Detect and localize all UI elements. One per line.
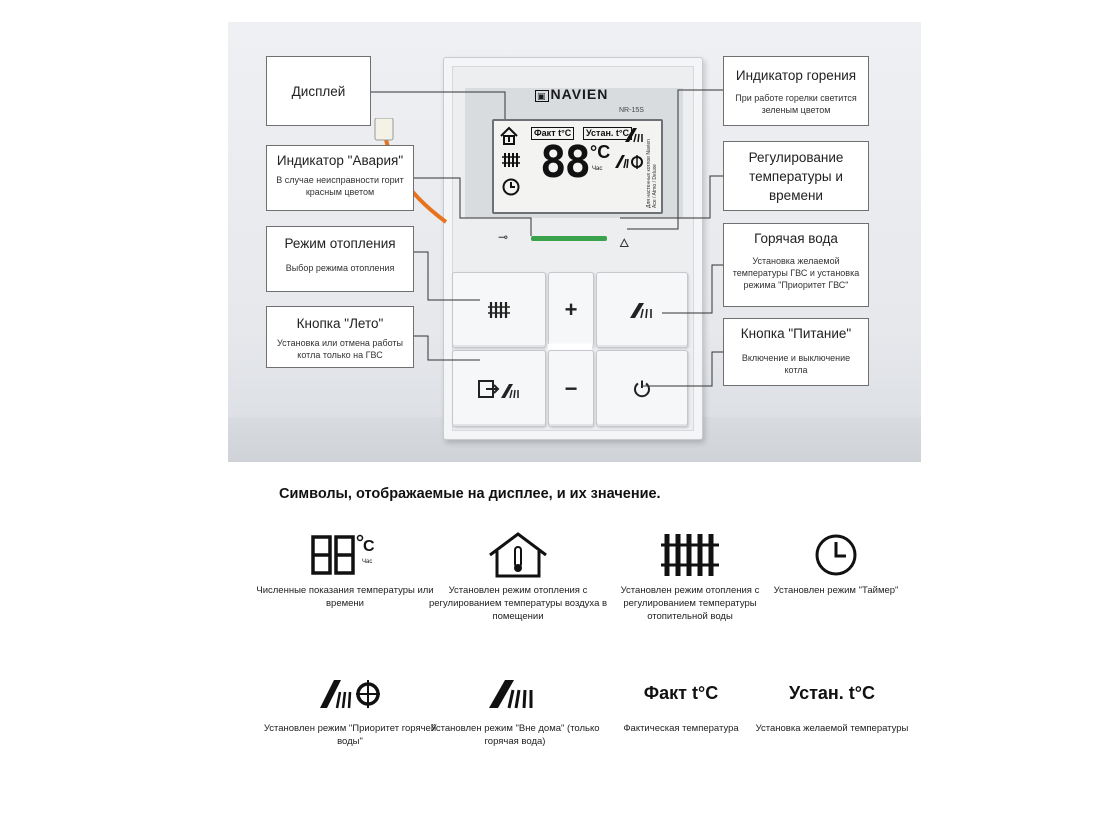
legend-item-house — [428, 530, 608, 623]
callout-hot-water — [723, 223, 869, 307]
legend-item-timer — [746, 530, 926, 597]
callout-hot-water-desc: Установка желаемой температуры ГВС и установка режима "Приоритет ГВС" — [732, 256, 860, 290]
callout-heating-mode-title: Режим отопления — [284, 236, 396, 251]
legend-caption: Установка желаемой температуры — [755, 723, 909, 734]
legend-item-priority — [260, 668, 440, 748]
lcd-digits: 88 — [540, 137, 589, 188]
brand-mark-icon: ▣ — [537, 91, 547, 101]
callout-display-title: Дисплей — [291, 83, 346, 99]
callout-temp-time-title: Регулирование температуры и времени — [748, 150, 844, 203]
callout-alarm-title: Индикатор "Авария" — [276, 153, 404, 168]
legend-caption: Установлен режим "Таймер" — [773, 585, 899, 596]
ustan-label: Устан. t°C — [789, 682, 875, 703]
house-thermometer-icon — [428, 530, 608, 580]
lcd-hour-label: Час — [592, 166, 603, 172]
fakt-label: Факт t°C — [643, 682, 719, 703]
model-label: NR-15S — [619, 107, 644, 114]
hot-water-priority-icon — [260, 668, 440, 718]
legend-item-away — [425, 668, 605, 748]
legend-title: Символы, отображаемые на дисплее, и их значение. — [279, 486, 661, 502]
callout-power — [723, 318, 869, 386]
ustan-text-icon — [742, 668, 922, 718]
callout-burner-title: Индикатор горения — [735, 68, 857, 83]
flame-icon: 🜂 — [619, 236, 630, 250]
callout-heating-mode — [266, 226, 414, 292]
legend-item-digits — [255, 530, 435, 610]
legend-caption: Установлен режим "Вне дома" (только горячая вода) — [430, 723, 600, 747]
lcd-fakt-label: Факт t°C — [531, 127, 574, 140]
legend-item-ustan — [742, 668, 922, 735]
lcd-degree-c: °C — [590, 142, 611, 162]
legend-caption: Установлен режим отопления с регулированием температуры воздуха в помещении — [428, 585, 608, 622]
callout-burner-desc: При работе горелки светится зеленым цветом — [735, 93, 857, 115]
callout-temp-time — [723, 141, 869, 211]
lcd-ustan-label: Устан. t°C — [583, 127, 632, 140]
away-mode-icon — [425, 668, 605, 718]
callout-burner — [723, 56, 869, 126]
callout-power-title: Кнопка "Питание" — [740, 326, 852, 341]
callout-hot-water-title: Горячая вода — [754, 231, 838, 246]
plus-icon: + — [564, 297, 578, 322]
clock-icon — [746, 530, 926, 580]
wrench-icon: ⊸ — [498, 230, 509, 244]
brand-logo: ▣ NAVIEN — [537, 86, 609, 102]
callout-summer — [266, 306, 414, 368]
legend-caption: Численные показания температуры или времени — [256, 585, 434, 609]
callout-alarm-desc: В случае неисправности горит красным цветом — [276, 175, 404, 197]
callout-display — [266, 56, 371, 126]
digits-icon — [255, 530, 435, 580]
legend-caption: Фактическая температура — [623, 723, 739, 734]
callout-alarm — [266, 145, 414, 211]
minus-icon: − — [564, 375, 578, 401]
callout-summer-title: Кнопка "Лето" — [296, 316, 384, 331]
legend-caption: Установлен режим "Приоритет горячей воды" — [263, 723, 437, 747]
callout-summer-desc: Установка или отмена работы котла только на ГВС — [276, 338, 403, 360]
legend-caption: Установлен режим отопления с регулированием температуры отопительной воды — [620, 585, 760, 622]
callout-heating-mode-desc: Выбор режима отопления — [285, 263, 395, 273]
lcd-side-text: Для настенных котлов Navien Ace / Atmo / Deluxe — [646, 139, 658, 208]
svg-text:Час: Час — [362, 559, 373, 565]
callout-power-desc: Включение и выключение котла — [741, 353, 851, 375]
svg-text:C: C — [363, 538, 375, 555]
